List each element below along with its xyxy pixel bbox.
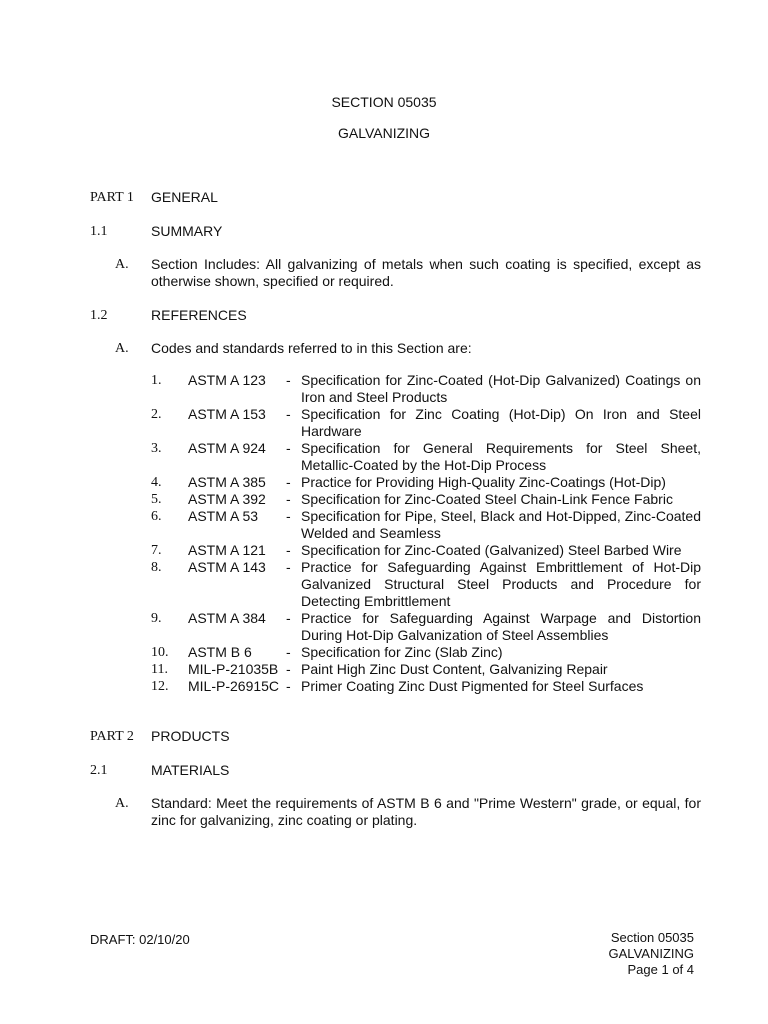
ref-code: ASTM A 123 <box>188 372 266 388</box>
ref-code: ASTM A 392 <box>188 491 266 507</box>
list-item <box>0 508 768 542</box>
ref-number: 4. <box>151 475 162 490</box>
list-item <box>0 542 768 559</box>
ref-code: MIL-P-21035B <box>188 661 279 677</box>
ref-number: 7. <box>151 543 162 558</box>
references-list <box>0 372 768 695</box>
ref-number: 2. <box>151 407 162 422</box>
ref-code: ASTM A 385 <box>188 474 266 490</box>
list-item <box>0 474 768 491</box>
section-number: SECTION 05035 <box>331 94 437 110</box>
ref-number: 8. <box>151 560 162 575</box>
part1-title: GENERAL <box>151 189 218 205</box>
ref-text: Paint High Zinc Dust Content, Galvanizing Repair <box>301 661 608 677</box>
s1-2-number: 1.2 <box>90 308 108 323</box>
ref-dash: - <box>286 372 291 388</box>
part2-title: PRODUCTS <box>151 728 230 744</box>
ref-dash: - <box>286 610 291 626</box>
part1-label: PART 1 <box>90 190 134 205</box>
list-item <box>0 406 768 440</box>
ref-text: Practice for Safeguarding Against Embrittlement of Hot-Dip Galvanized Structural Steel Products and Procedure for Detecting Embrittlement <box>301 559 701 609</box>
ref-text: Specification for Zinc-Coated (Galvanized) Steel Barbed Wire <box>301 542 682 558</box>
footer-section-block <box>609 930 694 978</box>
ref-dash: - <box>286 661 291 677</box>
ref-code: MIL-P-26915C <box>188 678 280 694</box>
ref-code: ASTM A 153 <box>188 406 266 422</box>
ref-dash: - <box>286 406 291 422</box>
footer-section: Section 05035 <box>610 930 694 945</box>
ref-number: 1. <box>151 373 162 388</box>
s2-1-title: MATERIALS <box>151 762 230 778</box>
section-title: GALVANIZING <box>337 125 431 141</box>
ref-text: Practice for Providing High-Quality Zinc-Coatings (Hot-Dip) <box>301 474 666 490</box>
ref-text: Specification for Pipe, Steel, Black and Hot-Dipped, Zinc-Coated Welded and Seamless <box>301 508 701 541</box>
s1-2-title: REFERENCES <box>151 307 247 323</box>
s2-1-a-text: Standard: Meet the requirements of ASTM B 6 and "Prime Western" grade, or equal, for zinc for galvanizing, zinc coating or plating. <box>151 795 701 828</box>
ref-number: 11. <box>151 662 168 677</box>
ref-dash: - <box>286 678 291 694</box>
ref-code: ASTM A 143 <box>188 559 266 575</box>
ref-dash: - <box>286 542 291 558</box>
list-item <box>0 610 768 644</box>
s1-1-number: 1.1 <box>90 224 108 239</box>
ref-code: ASTM A 53 <box>188 508 259 524</box>
ref-dash: - <box>286 644 291 660</box>
footer-page-number: Page 1 of 4 <box>627 962 694 977</box>
part2-label: PART 2 <box>90 729 134 744</box>
ref-code: ASTM B 6 <box>188 644 252 660</box>
ref-code: ASTM A 121 <box>188 542 266 558</box>
ref-text: Practice for Safeguarding Against Warpage and Distortion During Hot-Dip Galvanization of Steel Assemblies <box>301 610 701 643</box>
s2-1-number: 2.1 <box>90 763 108 778</box>
list-item <box>0 372 768 406</box>
s1-1-a-label: A. <box>115 257 129 272</box>
ref-number: 6. <box>151 509 162 524</box>
list-item <box>0 644 768 661</box>
list-item <box>0 661 768 678</box>
ref-text: Primer Coating Zinc Dust Pigmented for Steel Surfaces <box>301 678 644 694</box>
footer-title: GALVANIZING <box>608 946 694 961</box>
s1-2-a-label: A. <box>115 341 129 356</box>
ref-code: ASTM A 924 <box>188 440 266 456</box>
ref-number: 3. <box>151 441 162 456</box>
ref-text: Specification for General Requirements for Steel Sheet, Metallic-Coated by the Hot-Dip Process <box>301 440 701 473</box>
s1-1-title: SUMMARY <box>151 223 223 239</box>
list-item <box>0 440 768 474</box>
footer-draft-date: DRAFT: 02/10/20 <box>90 932 190 947</box>
ref-text: Specification for Zinc-Coated (Hot-Dip Galvanized) Coatings on Iron and Steel Products <box>301 372 701 405</box>
ref-dash: - <box>286 474 291 490</box>
ref-dash: - <box>286 440 291 456</box>
s1-2-a-text: Codes and standards referred to in this Section are: <box>151 340 472 356</box>
ref-text: Specification for Zinc-Coated Steel Chain-Link Fence Fabric <box>301 491 673 507</box>
list-item <box>0 678 768 695</box>
s2-1-a-label: A. <box>115 796 129 811</box>
ref-dash: - <box>286 508 291 524</box>
ref-number: 10. <box>151 645 169 660</box>
list-item <box>0 491 768 508</box>
list-item <box>0 559 768 610</box>
ref-code: ASTM A 384 <box>188 610 266 626</box>
ref-number: 5. <box>151 492 162 507</box>
ref-text: Specification for Zinc (Slab Zinc) <box>301 644 503 660</box>
ref-text: Specification for Zinc Coating (Hot-Dip) On Iron and Steel Hardware <box>301 406 701 439</box>
ref-dash: - <box>286 559 291 575</box>
ref-number: 9. <box>151 611 162 626</box>
ref-dash: - <box>286 491 291 507</box>
ref-number: 12. <box>151 679 169 694</box>
s1-1-a-text: Section Includes: All galvanizing of metals when such coating is specified, except as otherwise shown, specified or required. <box>151 256 701 289</box>
